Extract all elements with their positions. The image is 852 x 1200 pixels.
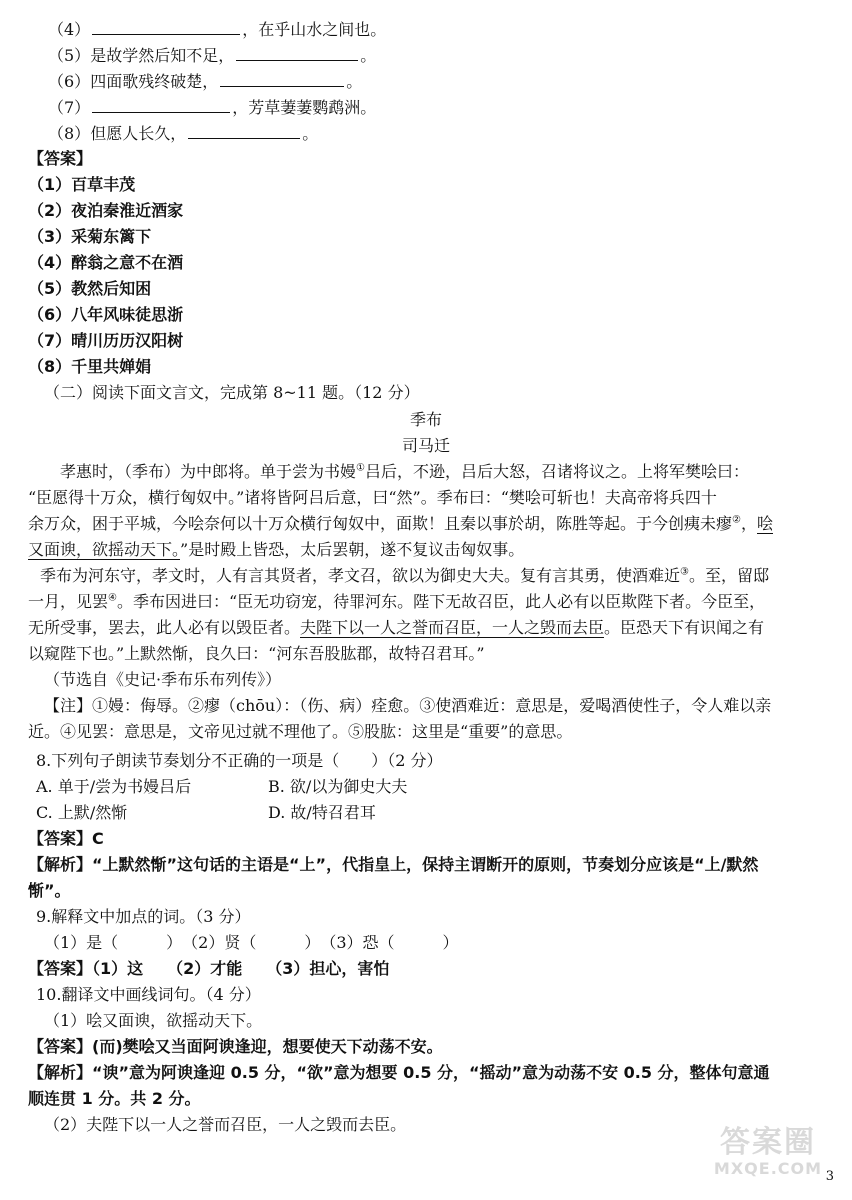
answer-blank: [236, 44, 358, 61]
passage-p2-line1: [40, 565, 769, 587]
item-text: 但愿人长久，: [90, 124, 187, 143]
fill-item-6: [48, 70, 362, 93]
q10-stem: 10.翻译文中画线词句。（4 分）: [36, 985, 261, 1004]
q8-stem: 8.下列句子朗读节奏划分不正确的一项是（ ）（2 分）: [36, 751, 443, 770]
notes-line1: 【注】①嫚：侮辱。②瘳（chōu）：（伤、病）痊愈。③使酒难近：意思是，爱喝酒使性子，令人难以亲: [44, 696, 772, 715]
q8-analysis-line1: 【解析】“上默然惭”这句话的主语是“上”，代指皇上，保持主谓断开的原则，节奏划分应该是“上/默然: [28, 855, 759, 874]
passage-p1-line2: “臣愿得十万众，横行匈奴中。”诸将皆阿吕后意，曰“然”。季布曰：“樊哙可斩也！夫高帝将兵四十: [28, 488, 717, 507]
item-text: 是故学然后知不足，: [90, 46, 235, 65]
q8-answer: 【答案】C: [28, 829, 104, 848]
item-end: 。: [302, 124, 319, 143]
fill-item-7: [48, 96, 376, 119]
text: 。季布因进曰：“臣无功窃宠，待罪河东。陛下无故召臣，此人必有以臣欺陛下者。今臣至，: [116, 592, 766, 611]
q10-analysis-line2: 顺连贯 1 分。共 2 分。: [28, 1089, 201, 1108]
q10-item1: （1）哙又面谀，欲摇动天下。: [44, 1011, 263, 1030]
passage-p1-line3: [28, 513, 773, 535]
answer-line-1: （1）百草丰茂: [28, 175, 136, 194]
answer-blank: [188, 122, 300, 139]
item-number: （8）: [48, 124, 91, 143]
item-end: 。: [360, 46, 377, 65]
passage-p1-line1: [60, 461, 749, 483]
passage-author: 司马迁: [401, 436, 450, 455]
text: 吕后，不逊，吕后大怒，召诸将议之。上将军樊哙曰：: [364, 462, 749, 481]
answer-blank: [220, 70, 344, 87]
answer-line-2: （2）夜泊秦淮近酒家: [28, 201, 184, 220]
q9-stem: 9.解释文中加点的词。（3 分）: [36, 907, 251, 926]
text: 一月，见罢: [28, 592, 109, 611]
answer-line-4: （4）醉翁之意不在酒: [28, 253, 184, 272]
q8-option-c: C. 上默/然惭: [36, 803, 128, 822]
item-number: （5）: [48, 46, 91, 65]
watermark-line2: MXQE.COM: [713, 1159, 823, 1178]
text: ，: [740, 514, 757, 533]
passage-p1-line4: [28, 539, 524, 561]
text: 无所受事，罢去，此人必有以毁臣者。: [28, 618, 301, 637]
q8-analysis-line2: 惭”。: [28, 881, 71, 900]
text: 。臣恐天下有识闻之有: [604, 618, 765, 637]
item-number: （4）: [48, 20, 91, 39]
answer-line-8: （8）千里共婵娟: [28, 357, 152, 376]
passage-p2-line2: [28, 591, 765, 613]
footnote-mark: ②: [732, 514, 741, 526]
q10-item2: （2）夫陛下以一人之誉而召臣，一人之毁而去臣。: [44, 1115, 407, 1134]
fill-item-5: [48, 44, 376, 67]
q9-answer: 【答案】（1）这 （2）才能 （3）担心，害怕: [28, 959, 390, 978]
q10-answer: 【答案】(而)樊哙又当面阿谀逢迎，想要使天下动荡不安。: [28, 1037, 443, 1056]
item-text: 四面歌残终破楚，: [90, 72, 219, 91]
q8-option-a: A. 单于/尝为书嫚吕后: [36, 777, 192, 796]
underlined-text: 夫陛下以一人之誉而召臣，一人之毁而去臣: [300, 618, 605, 637]
q8-option-d: D. 故/特召君耳: [268, 803, 376, 822]
watermark-line1: 答案圈: [720, 1125, 816, 1160]
q9-items: （1）是（ ） （2）贤（ ） （3）恐（ ）: [44, 933, 459, 952]
item-end: 。: [346, 72, 363, 91]
underlined-text: 又面谀，欲摇动天下。: [28, 540, 181, 559]
answer-blank: [92, 18, 240, 35]
footnote-mark: ①: [356, 462, 365, 474]
item-text: ，在乎山水之间也。: [242, 20, 387, 39]
q10-analysis-line1: 【解析】“谀”意为阿谀逢迎 0.5 分，“欲”意为想要 0.5 分，“摇动”意为动荡不安 0.5 分，整体句意通: [28, 1063, 770, 1082]
answer-blank: [92, 96, 230, 113]
item-text: ，芳草萋萋鹦鹉洲。: [232, 98, 377, 117]
answer-line-6: （6）八年风味徒思浙: [28, 305, 184, 324]
footnote-mark: ④: [108, 592, 117, 604]
passage-p2-line4: 以窥陛下也。”上默然惭，良久曰：“河东吾股肱郡，故特召君耳。”: [28, 644, 485, 663]
text: 季布为河东守，孝文时，人有言其贤者，孝文召，欲以为御史大夫。复有言其勇，使酒难近: [40, 566, 681, 585]
text: 。至，留邸: [688, 566, 769, 585]
text: ”是时殿上皆恐，太后罢朝，遂不复议击匈奴事。: [180, 540, 525, 559]
q8-option-b: B. 欲/以为御史大夫: [268, 777, 408, 796]
site-watermark: [708, 1126, 828, 1186]
page-number: 3: [825, 1169, 834, 1184]
fill-item-4: [48, 18, 386, 41]
fill-item-8: [48, 122, 318, 145]
answer-heading: 【答案】: [28, 149, 93, 168]
section-intro: （二）阅读下面文言文，完成第 8~11 题。（12 分）: [44, 383, 420, 402]
passage-source: （节选自《史记·季布乐布列传》）: [44, 670, 282, 689]
passage-p2-line3: [28, 617, 764, 639]
underlined-text: 哙: [757, 514, 774, 533]
text: 孝惠时，（季布）为中郎将。单于尝为书嫚: [60, 462, 357, 481]
text: 余万众，困于平城，今哙奈何以十万众横行匈奴中，面欺！且秦以事於胡，陈胜等起。于今创痍未瘳: [28, 514, 733, 533]
item-number: （7）: [48, 98, 91, 117]
answer-line-7: （7）晴川历历汉阳树: [28, 331, 184, 350]
item-number: （6）: [48, 72, 91, 91]
footnote-mark: ③: [680, 566, 689, 578]
answer-line-3: （3）采菊东篱下: [28, 227, 152, 246]
answer-line-5: （5）教然后知困: [28, 279, 152, 298]
passage-title: 季布: [409, 410, 442, 429]
notes-line2: 近。④见罢：意思是，文帝见过就不理他了。⑤股肱：这里是“重要”的意思。: [28, 722, 573, 741]
